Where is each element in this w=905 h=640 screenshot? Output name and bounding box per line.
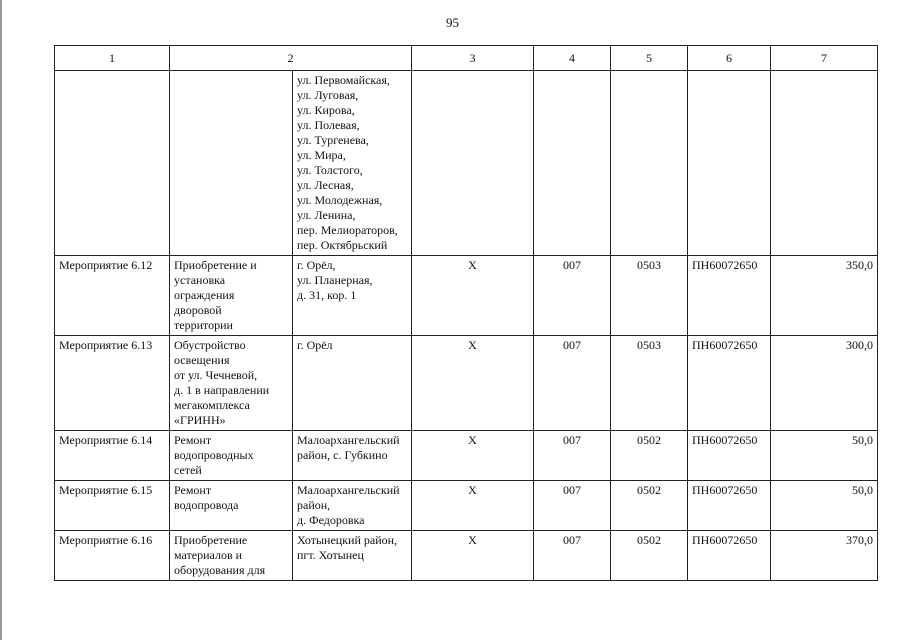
measure-name-line: установка	[174, 273, 226, 287]
amount-cell: 300,0	[771, 336, 878, 431]
location-line: Малоархангельский	[297, 433, 400, 447]
amount-cell: 370,0	[771, 531, 878, 581]
amount-cell: 350,0	[771, 256, 878, 336]
event-cell: Мероприятие 6.14	[55, 431, 170, 481]
location-cell	[293, 256, 412, 336]
amount-cell: 50,0	[771, 431, 878, 481]
measure-name-line: ограждения	[174, 288, 235, 302]
location-cell	[293, 336, 412, 431]
measure-name-line: сетей	[174, 463, 202, 477]
street-line: ул. Ленина,	[297, 208, 356, 222]
table-row	[55, 531, 878, 581]
continuation-cell-2	[170, 71, 293, 256]
header-row	[55, 46, 878, 71]
header-col-3: 3	[412, 46, 534, 71]
location-line: г. Орёл,	[297, 258, 336, 272]
event-cell: Мероприятие 6.12	[55, 256, 170, 336]
measure-name-line: оборудования для	[174, 563, 266, 577]
measure-name-line: дворовой	[174, 303, 222, 317]
col4-cell: 007	[534, 531, 611, 581]
measure-name-line: «ГРИНН»	[174, 413, 226, 427]
col5-cell: 0502	[611, 531, 688, 581]
col5-cell: 0502	[611, 481, 688, 531]
page-number: 95	[446, 15, 459, 30]
continuation-cell-5	[611, 71, 688, 256]
street-line: ул. Луговая,	[297, 88, 359, 102]
street-line: ул. Мира,	[297, 148, 346, 162]
street-line: ул. Лесная,	[297, 178, 354, 192]
measure-name-line: Приобретение и	[174, 258, 257, 272]
col4-cell: 007	[534, 481, 611, 531]
street-line: ул. Первомайская,	[297, 73, 390, 87]
measure-name-line: д. 1 в направлении	[174, 383, 270, 397]
location-cell	[293, 431, 412, 481]
scan-edge	[0, 0, 2, 640]
location-line: Хотынецкий район,	[297, 533, 398, 547]
measure-name-cell	[170, 336, 293, 431]
measure-name-line: водопровода	[174, 498, 239, 512]
col4-cell: 007	[534, 336, 611, 431]
header-col-4: 4	[534, 46, 611, 71]
header-col-6: 6	[688, 46, 771, 71]
col6-cell: ПН60072650	[688, 256, 771, 336]
continuation-cell-6	[688, 71, 771, 256]
event-cell: Мероприятие 6.16	[55, 531, 170, 581]
measure-name-cell	[170, 481, 293, 531]
location-line: д. 31, кор. 1	[297, 288, 357, 302]
header-col-7: 7	[771, 46, 878, 71]
event-cell: Мероприятие 6.13	[55, 336, 170, 431]
continuation-streets	[293, 71, 412, 256]
location-cell	[293, 481, 412, 531]
measure-name-cell	[170, 431, 293, 481]
col6-cell: ПН60072650	[688, 336, 771, 431]
header-col-1: 1	[55, 46, 170, 71]
col5-cell: 0502	[611, 431, 688, 481]
col3-cell: Х	[412, 531, 534, 581]
event-cell: Мероприятие 6.15	[55, 481, 170, 531]
col3-cell: Х	[412, 336, 534, 431]
street-line: пер. Октябрьский	[297, 238, 388, 252]
col6-cell: ПН60072650	[688, 481, 771, 531]
col6-cell: ПН60072650	[688, 431, 771, 481]
measure-name-line: Приобретение	[174, 533, 248, 547]
street-line: ул. Тургенева,	[297, 133, 369, 147]
col3-cell: Х	[412, 431, 534, 481]
street-line: ул. Молодежная,	[297, 193, 383, 207]
measure-name-line: материалов и	[174, 548, 243, 562]
location-line: пгт. Хотынец	[297, 548, 364, 562]
measure-name-line: от ул. Чечневой,	[174, 368, 258, 382]
program-table	[54, 45, 878, 581]
measure-name-line: территории	[174, 318, 233, 332]
street-line: ул. Кирова,	[297, 103, 355, 117]
continuation-cell-1	[55, 71, 170, 256]
header-col-5: 5	[611, 46, 688, 71]
continuation-cell-7	[771, 71, 878, 256]
col3-cell: Х	[412, 481, 534, 531]
location-cell	[293, 531, 412, 581]
measure-name-line: Ремонт	[174, 483, 212, 497]
measure-name-line: мегакомплекса	[174, 398, 250, 412]
col5-cell: 0503	[611, 256, 688, 336]
table-row	[55, 336, 878, 431]
col3-cell: Х	[412, 256, 534, 336]
measure-name-line: водопроводных	[174, 448, 254, 462]
continuation-row	[55, 71, 878, 256]
location-line: район, с. Губкино	[297, 448, 388, 462]
measure-name-line: Обустройство	[174, 338, 246, 352]
street-line: ул. Толстого,	[297, 163, 363, 177]
table-row	[55, 431, 878, 481]
location-line: д. Федоровка	[297, 513, 365, 527]
location-line: Малоархангельский	[297, 483, 400, 497]
col6-cell: ПН60072650	[688, 531, 771, 581]
continuation-cell-3	[412, 71, 534, 256]
street-line: пер. Мелиораторов,	[297, 223, 398, 237]
amount-cell: 50,0	[771, 481, 878, 531]
col5-cell: 0503	[611, 336, 688, 431]
table-row	[55, 481, 878, 531]
measure-name-line: освещения	[174, 353, 230, 367]
measure-name-cell	[170, 531, 293, 581]
location-line: г. Орёл	[297, 338, 333, 352]
location-line: ул. Планерная,	[297, 273, 373, 287]
continuation-cell-4	[534, 71, 611, 256]
col4-cell: 007	[534, 431, 611, 481]
location-line: район,	[297, 498, 331, 512]
col4-cell: 007	[534, 256, 611, 336]
header-col-2: 2	[170, 46, 412, 71]
street-line: ул. Полевая,	[297, 118, 360, 132]
measure-name-cell	[170, 256, 293, 336]
measure-name-line: Ремонт	[174, 433, 212, 447]
table-row	[55, 256, 878, 336]
